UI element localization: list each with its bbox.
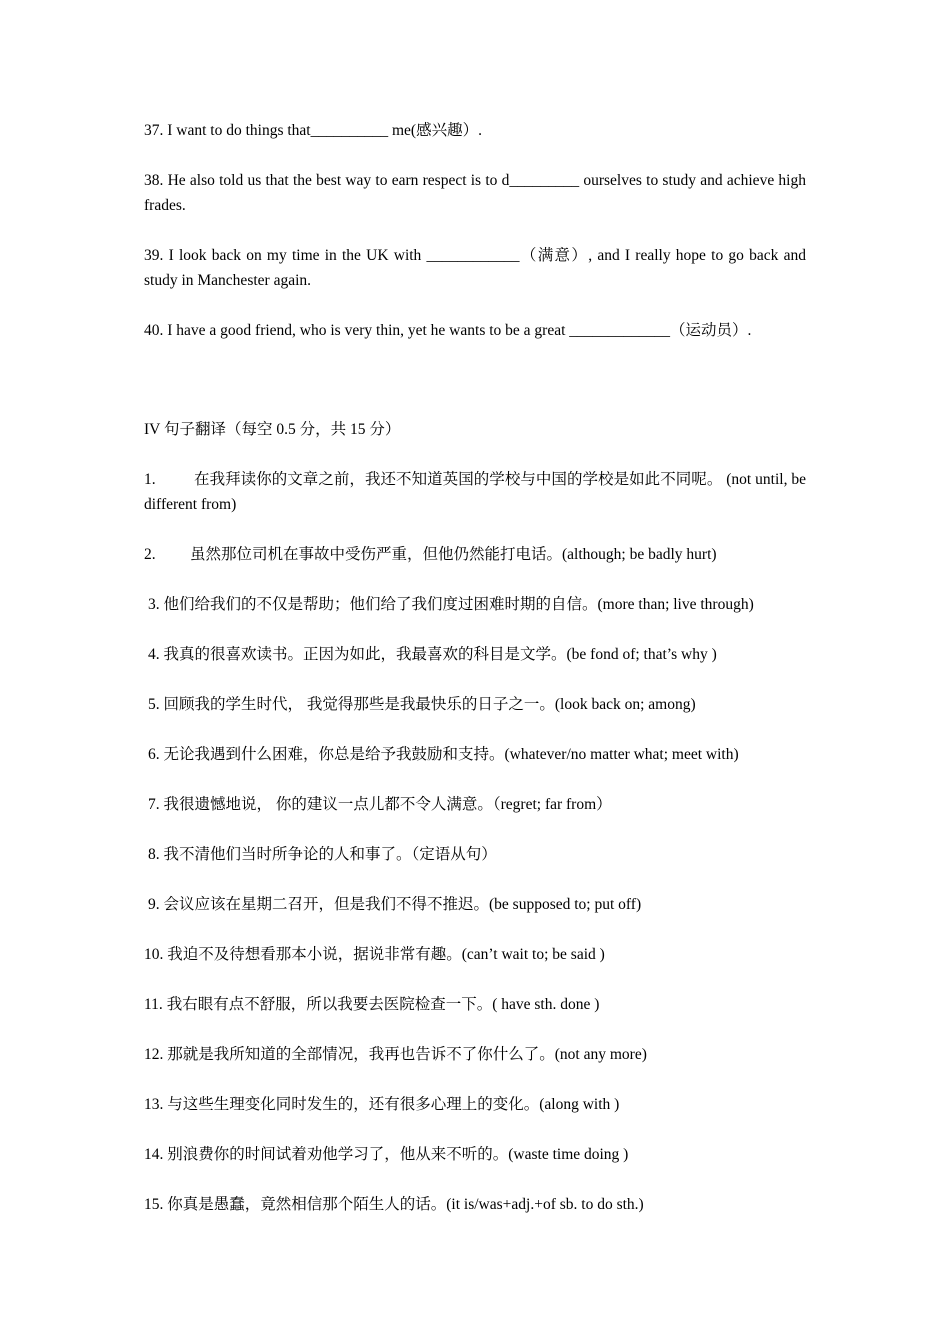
translation-item-13 <box>144 1092 806 1117</box>
question-40: 40. I have a good friend, who is very thin, yet he wants to be a great _____________（运动员）. <box>144 322 752 339</box>
item-text: 无论我遇到什么困难，你总是给予我鼓励和支持。(whatever/no matter what; meet with) <box>163 746 739 763</box>
item-number: 14. <box>144 1146 164 1163</box>
translation-item-12 <box>144 1042 806 1067</box>
translation-item-11 <box>144 992 806 1017</box>
translation-item-5 <box>144 692 806 717</box>
question-37: 37. I want to do things that__________ me(感兴趣）. <box>144 122 482 139</box>
item-text: 我真的很喜欢读书。正因为如此，我最喜欢的科目是文学。(be fond of; that’s why ) <box>163 646 717 663</box>
item-text: 别浪费你的时间试着劝他学习了，他从来不听的。(waste time doing ) <box>167 1146 629 1163</box>
document-page <box>144 118 806 1217</box>
item-number: 12. <box>144 1046 164 1063</box>
item-text: 我不清他们当时所争论的人和事了。（定语从句） <box>163 846 497 863</box>
item-text: 那就是我所知道的全部情况，我再也告诉不了你什么了。(not any more) <box>167 1046 647 1063</box>
translation-item-6 <box>144 742 806 767</box>
item-number: 15. <box>144 1196 164 1213</box>
translation-item-1 <box>144 467 806 517</box>
item-number: 7. <box>148 796 160 813</box>
item-number: 2. <box>144 546 156 563</box>
item-text: 我很遗憾地说， 你的建议一点儿都不令人满意。（regret; far from） <box>163 796 612 813</box>
translation-item-8 <box>144 842 806 867</box>
item-number: 3. <box>148 596 160 613</box>
item-text: 会议应该在星期二召开，但是我们不得不推迟。(be supposed to; put off) <box>163 896 642 913</box>
item-text: 在我拜读你的文章之前，我还不知道英国的学校与中国的学校是如此不同呢。 (not until, be different from) <box>144 471 806 513</box>
section-heading: IV 句子翻译（每空 0.5 分，共 15 分） <box>144 421 401 438</box>
translation-item-7 <box>144 792 806 817</box>
item-text: 我迫不及待想看那本小说，据说非常有趣。(can’t wait to; be said ) <box>167 946 605 963</box>
translation-item-9 <box>144 892 806 917</box>
item-text: 虽然那位司机在事故中受伤严重，但他仍然能打电话。(although; be badly hurt) <box>190 546 717 563</box>
item-text: 与这些生理变化同时发生的，还有很多心理上的变化。(along with ) <box>167 1096 620 1113</box>
translation-item-10 <box>144 942 806 967</box>
item-number: 8. <box>148 846 160 863</box>
translation-item-4 <box>144 642 806 667</box>
item-number: 5. <box>148 696 160 713</box>
item-number: 11. <box>144 996 163 1013</box>
item-number: 10. <box>144 946 164 963</box>
item-number: 13. <box>144 1096 164 1113</box>
item-number: 6. <box>148 746 160 763</box>
translation-item-14 <box>144 1142 806 1167</box>
question-39: 39. I look back on my time in the UK with ____________（满意）, and I really hope to go back and study in Manchester again. <box>144 247 806 289</box>
item-text: 你真是愚蠢，竟然相信那个陌生人的话。(it is/was+adj.+of sb. to do sth.) <box>167 1196 644 1213</box>
item-number: 1. <box>144 471 156 488</box>
item-text: 他们给我们的不仅是帮助；他们给了我们度过困难时期的自信。(more than; live through) <box>163 596 754 613</box>
item-text: 我右眼有点不舒服，所以我要去医院检查一下。( have sth. done ) <box>166 996 600 1013</box>
item-number: 4. <box>148 646 160 663</box>
question-38: 38. He also told us that the best way to earn respect is to d_________ ourselves to study and achieve high frades. <box>144 172 806 214</box>
item-text: 回顾我的学生时代， 我觉得那些是我最快乐的日子之一。(look back on; among) <box>163 696 696 713</box>
translation-item-2 <box>144 542 806 567</box>
item-number: 9. <box>148 896 160 913</box>
translation-item-15 <box>144 1192 806 1217</box>
translation-item-3 <box>144 592 806 617</box>
